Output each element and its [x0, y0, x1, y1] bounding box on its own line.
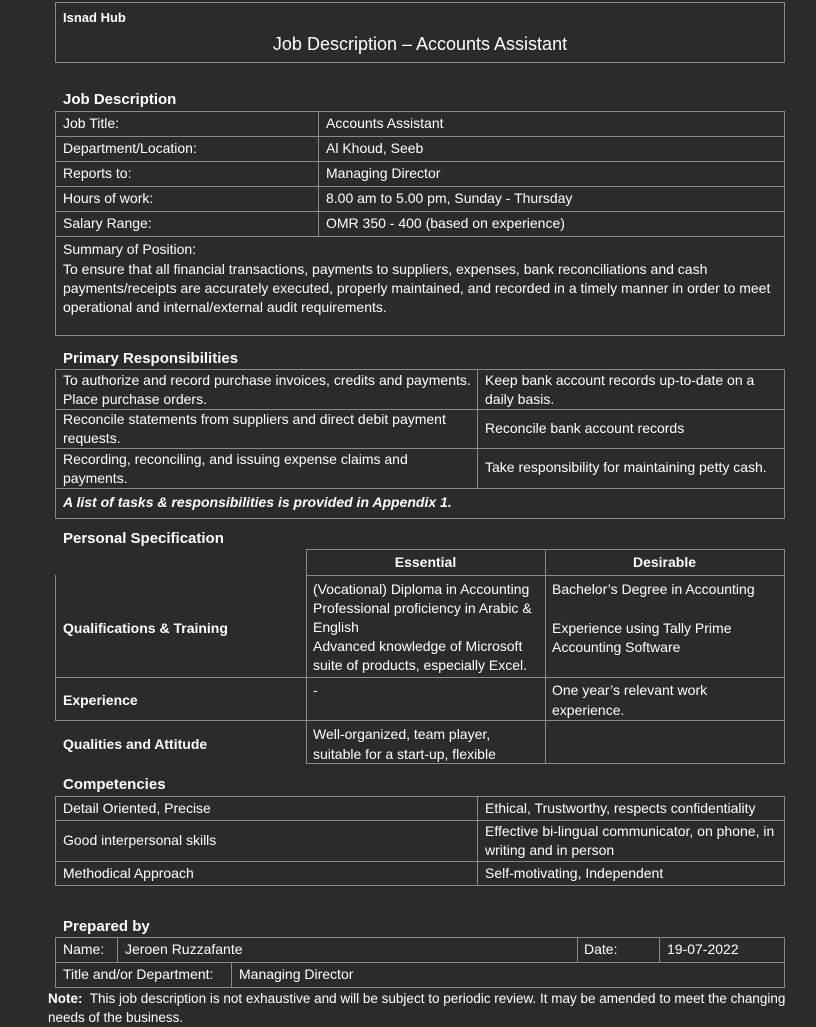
- qualification-essential-3: English: [313, 619, 359, 635]
- competencies-heading: Competencies: [63, 776, 166, 793]
- date-label: Date:: [584, 941, 618, 957]
- qualities-label: Qualities and Attitude: [63, 736, 208, 752]
- qualification-essential-4: Advanced knowledge of Microsoft: [313, 638, 523, 654]
- responsibility-5-line-1: Recording, reconciling, and issuing expense claims and: [63, 451, 408, 467]
- responsibility-1-line-2: Place purchase orders.: [63, 391, 207, 407]
- competency-6: Self-motivating, Independent: [485, 865, 664, 881]
- reports-to-value: Managing Director: [326, 165, 441, 181]
- essential-column-header: Essential: [394, 554, 457, 570]
- qualities-essential-2: suitable for a start-up, flexible: [313, 746, 496, 762]
- reports-to-label: Reports to:: [63, 165, 132, 181]
- salary-value: OMR 350 - 400 (based on experience): [326, 215, 565, 231]
- appendix-note: A list of tasks & responsibilities is provided in Appendix 1.: [63, 494, 452, 510]
- salary-label: Salary Range:: [63, 215, 152, 231]
- responsibility-5-line-2: payments.: [63, 470, 128, 486]
- company-name: Isnad Hub: [63, 10, 126, 25]
- personal-spec-heading: Personal Specification: [63, 530, 224, 547]
- job-title-label: Job Title:: [63, 115, 120, 131]
- qualification-desirable-3: Accounting Software: [552, 639, 681, 655]
- qualification-desirable-1: Bachelor’s Degree in Accounting: [552, 581, 755, 597]
- job-description-heading: Job Description: [63, 91, 177, 108]
- footer-note-line-2: needs of the business.: [48, 1010, 184, 1025]
- experience-label: Experience: [63, 692, 138, 708]
- date-value: 19-07-2022: [667, 941, 739, 957]
- responsibility-4: Reconcile bank account records: [485, 420, 685, 436]
- footer-note-label: Note:: [48, 991, 83, 1006]
- name-label: Name:: [63, 941, 105, 957]
- title-department-label: Title and/or Department:: [63, 966, 214, 982]
- qualification-desirable-2: Experience using Tally Prime: [552, 620, 732, 636]
- experience-essential: -: [313, 682, 318, 698]
- responsibility-2-line-2: daily basis.: [485, 391, 555, 407]
- qualification-essential-1: (Vocational) Diploma in Accounting: [313, 581, 530, 597]
- responsibility-1-line-1: To authorize and record purchase invoices, credits and payments.: [63, 372, 471, 388]
- competency-4-line-1: Effective bi-lingual communicator, on phone, in: [485, 823, 775, 839]
- responsibility-3-line-2: requests.: [63, 430, 121, 446]
- qualification-essential-2: Professional proficiency in Arabic &: [313, 600, 532, 616]
- page-title: Job Description – Accounts Assistant: [272, 34, 568, 54]
- department-value: Al Khoud, Seeb: [326, 140, 424, 156]
- job-title-value: Accounts Assistant: [326, 115, 444, 131]
- desirable-column-header: Desirable: [632, 554, 697, 570]
- competency-5: Methodical Approach: [63, 865, 194, 881]
- hours-label: Hours of work:: [63, 190, 154, 206]
- responsibility-3-line-1: Reconcile statements from suppliers and direct debit payment: [63, 411, 446, 427]
- title-department-value: Managing Director: [239, 966, 354, 982]
- prepared-by-heading: Prepared by: [63, 918, 150, 935]
- hours-value: 8.00 am to 5.00 pm, Sunday - Thursday: [326, 190, 573, 206]
- summary-line-3: operational and internal/external audit requirements.: [63, 299, 387, 315]
- responsibility-6: Take responsibility for maintaining petty cash.: [485, 459, 767, 475]
- name-value: Jeroen Ruzzafante: [125, 941, 243, 957]
- experience-desirable-1: One year’s relevant work: [552, 682, 708, 698]
- experience-desirable-2: experience.: [552, 702, 625, 718]
- responsibilities-heading: Primary Responsibilities: [63, 350, 239, 367]
- competency-1: Detail Oriented, Precise: [63, 800, 211, 816]
- department-label: Department/Location:: [63, 140, 197, 156]
- qualification-essential-5: suite of products, especially Excel.: [313, 657, 527, 673]
- qualifications-label: Qualifications & Training: [63, 620, 228, 636]
- summary-line-2: payments/receipts are accurately executed, properly maintained, and recorded in a timely manner in order to meet: [63, 280, 771, 296]
- qualities-essential-1: Well-organized, team player,: [313, 726, 491, 742]
- competency-3: Good interpersonal skills: [63, 832, 217, 848]
- footer-note-line-1: [48, 989, 785, 1008]
- competency-4-line-2: writing and in person: [485, 842, 615, 858]
- footer-note-text-1: This job description is not exhaustive and will be subject to periodic review. It may be amended to meet the changing: [89, 991, 786, 1006]
- summary-label: Summary of Position:: [63, 241, 197, 257]
- competency-2: Ethical, Trustworthy, respects confidentiality: [485, 800, 756, 816]
- responsibility-2-line-1: Keep bank account records up-to-date on a: [485, 372, 755, 388]
- summary-line-1: To ensure that all financial transactions, payments to suppliers, expenses, bank reconciliations and cash: [63, 261, 708, 277]
